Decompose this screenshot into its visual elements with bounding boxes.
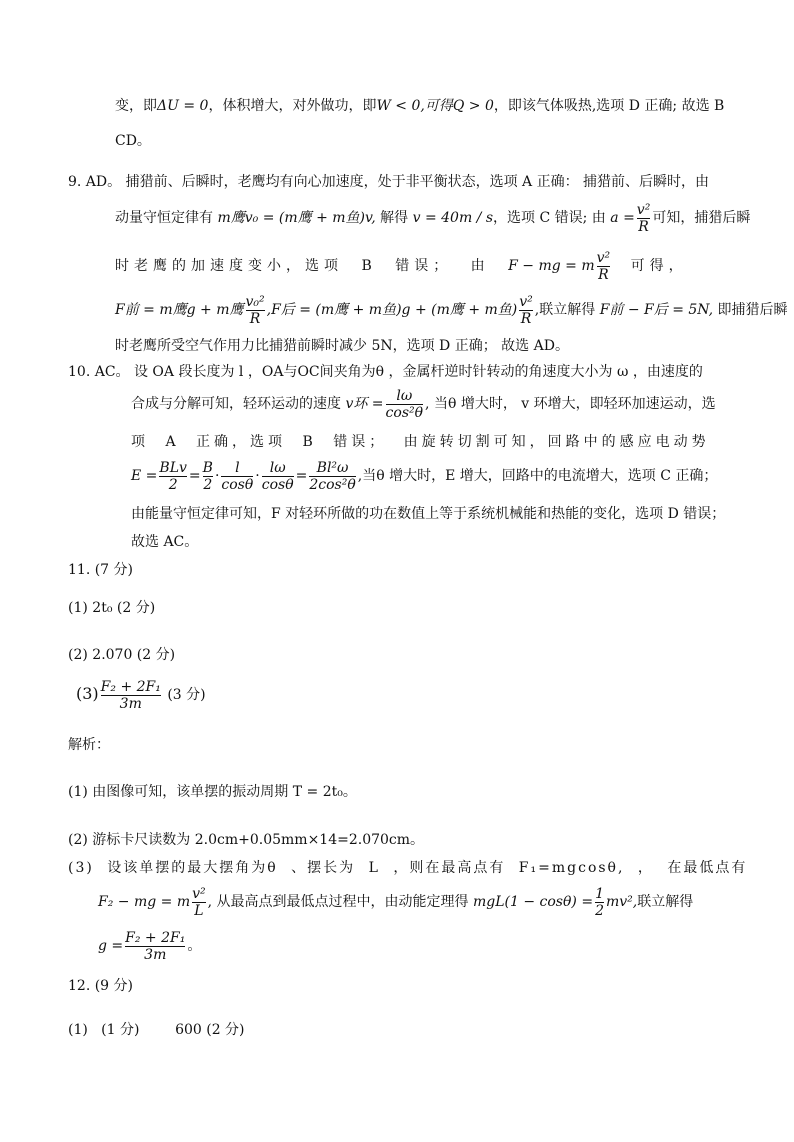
fraction	[101, 679, 161, 712]
formula: a =	[610, 210, 635, 226]
numerator: v²	[192, 885, 206, 902]
numerator: Bl²ω	[316, 459, 349, 476]
text: ,当θ 增大时，E 增大，回路中的电流增大，选项 C 正确；	[357, 468, 718, 484]
denominator: cosθ	[261, 476, 294, 493]
numerator: lω	[396, 387, 413, 404]
fraction	[637, 202, 651, 235]
fraction	[125, 930, 185, 963]
text-line: 项 A 正确，选项 B 错误； 由旋转切割可知，回路中的感应电动势	[131, 434, 710, 450]
fraction	[192, 886, 206, 919]
denominator: cos²θ	[385, 404, 424, 421]
numerator: l	[235, 459, 240, 476]
analysis-heading: 解析：	[68, 737, 110, 753]
text-line: CD。	[115, 133, 151, 149]
formula: ,F后 = (m鹰 + m鱼)g + (m鹰 + m鱼)	[266, 302, 518, 318]
numerator: lω	[269, 459, 286, 476]
denominator: R	[246, 310, 265, 327]
question-9-line: 9. AD。 捕猎前、后瞬时，老鹰均有向心加速度，处于非平衡状态，选项 A 正确： 捕猎前、后瞬时，由	[68, 174, 710, 190]
formula: F₂ − mg = m	[98, 894, 191, 910]
question-10-line: 10. AC。 设 OA 段长度为 l ，OA与OC间夹角为θ ，金属杆逆时针转动的角速度大小为 ω ，由速度的	[68, 364, 703, 380]
text: =	[188, 468, 201, 484]
text-line	[115, 96, 724, 116]
text-line: 由能量守恒定律可知，F 对轻环所做的功在数值上等于系统机械能和热能的变化，选项 D 错误；	[131, 506, 726, 522]
question-12-line: 12. (9 分)	[68, 978, 133, 994]
numerator: F₂ + 2F₁	[125, 929, 186, 946]
text: (3)	[76, 684, 99, 703]
fraction	[221, 460, 253, 493]
formula: F前 = m鹰g + m鹰	[115, 302, 244, 318]
fraction	[597, 250, 611, 283]
text: ·	[255, 468, 260, 484]
numerator: BLv	[159, 459, 187, 476]
text-line	[115, 292, 788, 328]
answer-line	[76, 674, 206, 715]
analysis-line	[98, 882, 693, 922]
formula: v = 40m / s	[412, 210, 494, 226]
text: ，体积增大，对外做功，即	[208, 98, 377, 114]
text-line	[131, 386, 716, 422]
denominator: 3m	[101, 695, 161, 712]
formula: F前 − F后 = 5N,	[599, 302, 714, 318]
text: ，即该气体吸热,选项 D 正确; 故选 B	[493, 98, 725, 114]
denominator: 2	[595, 902, 604, 919]
text: , 当θ 增大时，	[425, 396, 517, 412]
analysis-line: (2) 游标卡尺读数为 2.0cm+0.05mm×14=2.070cm。	[68, 832, 425, 848]
formula: m鹰v₀ = (m鹰 + m鱼)v,	[217, 210, 376, 226]
numerator: B	[202, 459, 213, 476]
text: v 环增大，即轻环加速运动，选	[521, 396, 716, 412]
denominator: R	[520, 310, 532, 327]
text-line	[115, 248, 688, 284]
text: 由	[470, 258, 490, 274]
numerator: v²	[636, 201, 651, 218]
text: 动量守恒定律有	[115, 210, 213, 226]
answer-line: (2) 2.070 (2 分)	[68, 647, 176, 663]
text: (3 分)	[167, 687, 206, 703]
numerator: v²	[519, 293, 533, 310]
denominator: L	[192, 902, 206, 919]
text: =	[295, 468, 308, 484]
fraction	[309, 460, 355, 493]
text: , 从最高点到最低点过程中，由动能定理得	[207, 894, 469, 910]
text: 可得，	[630, 258, 688, 274]
formula: ΔU = 0	[157, 98, 209, 114]
denominator: R	[638, 218, 649, 235]
text-line: 时老鹰所受空气作用力比捕猎前瞬时减少 5N，选项 D 正确； 故选 AD。	[115, 338, 569, 354]
text: ,联立解得	[534, 302, 596, 318]
text-line	[115, 200, 750, 236]
denominator: R	[598, 266, 609, 283]
text: 变，即	[115, 98, 157, 114]
formula: F − mg = m	[508, 258, 595, 274]
fraction	[246, 294, 265, 327]
text-line: 故选 AC。	[131, 534, 199, 550]
analysis-line	[98, 926, 201, 966]
text: 即捕猎后瞬	[717, 302, 788, 318]
formula: mgL(1 − cosθ) =	[473, 894, 594, 910]
denominator: 3m	[125, 946, 185, 963]
numerator: F₂ + 2F₁	[100, 678, 161, 695]
denominator: 2	[159, 476, 187, 493]
formula: v环 =	[345, 396, 384, 412]
analysis-line: (1) 由图像可知，该单摆的振动周期 T = 2t₀。	[68, 784, 357, 800]
text: 可知，捕猎后瞬	[652, 210, 751, 226]
text: ，选项 C 错误; 由	[493, 210, 606, 226]
text: 解得	[380, 210, 409, 226]
formula: E =	[131, 468, 158, 484]
text: 时老鹰的加速度变小，选项 B 错误；	[115, 258, 453, 274]
formula: W < 0,可得Q > 0	[376, 98, 494, 114]
question-11-line: 11. (7 分)	[68, 562, 133, 578]
denominator: cosθ	[221, 476, 254, 493]
text: 合成与分解可知，轻环运动的速度	[131, 396, 341, 412]
denominator: 2	[203, 476, 213, 493]
analysis-line: (3) 设该单摆的最大摆角为θ 、摆长为 L ，则在最高点有 F₁=mgcosθ, ， 在最低点有	[68, 860, 748, 876]
fraction	[595, 886, 604, 919]
text: ·	[214, 468, 220, 484]
text-line	[131, 456, 717, 496]
numerator: v²	[596, 249, 611, 266]
answer-line: (1) (1 分) 600 (2 分)	[68, 1022, 245, 1038]
fraction	[159, 460, 187, 493]
text: 。	[187, 938, 202, 954]
denominator: 2cos²θ	[309, 476, 356, 493]
answer-line: (1) 2t₀ (2 分)	[68, 600, 156, 616]
fraction	[262, 460, 294, 493]
numerator: v₀²	[245, 293, 265, 310]
formula: g =	[98, 938, 124, 954]
formula: mv²,	[605, 894, 638, 910]
fraction	[386, 388, 424, 421]
text: 联立解得	[637, 894, 694, 910]
fraction	[203, 460, 213, 493]
numerator: 1	[595, 885, 604, 902]
fraction	[519, 294, 533, 327]
